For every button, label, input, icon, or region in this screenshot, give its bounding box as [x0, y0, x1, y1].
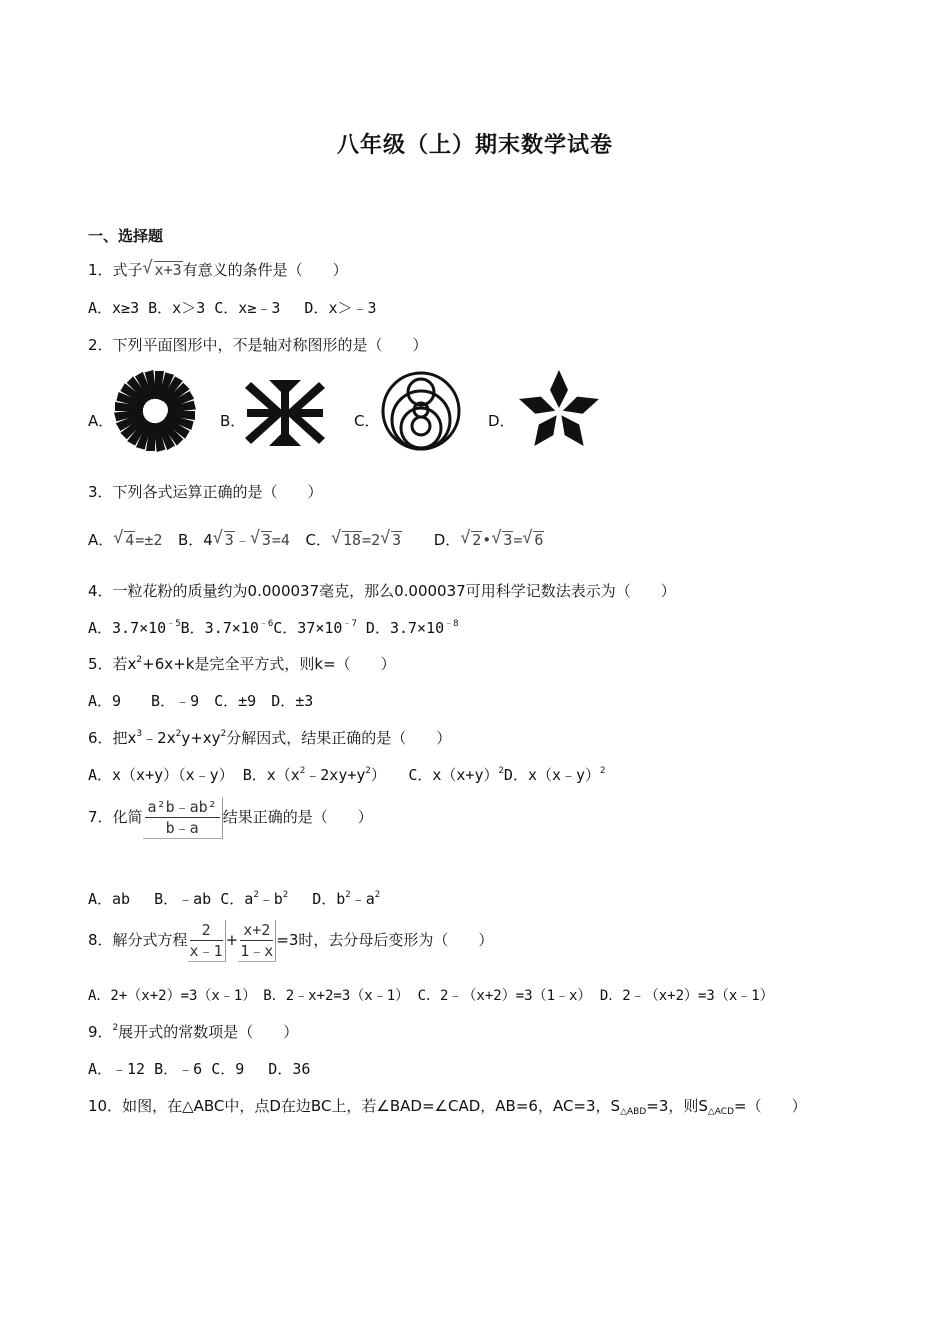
sqrt-expression: √ 6 — [522, 528, 544, 549]
q3-opt-b-mid: ﹣ — [234, 531, 250, 549]
section-heading: 一、选择题 — [88, 227, 164, 245]
q8-options: A．2+（x+2）=3（x﹣1） B．2﹣x+2=3（x﹣1） C．2﹣（x+2）=3（1﹣x） D．2﹣（x+2）=3（x﹣1） — [88, 988, 774, 1004]
question-7: 7．化简 $\frac{\text{a²b﹣ab²}}{b﹣a}$ 结果正确的是（ ） — [88, 797, 373, 837]
arrow-snowflake-icon — [243, 378, 327, 448]
kite-star-icon — [512, 366, 606, 454]
question-8: 8．解分式方程 $\frac{2}{x﹣1}$ + $\frac{x+2}{1﹣x}$ =3时，去分母后变形为（ ） — [88, 920, 494, 960]
q3-opt-c-label: C． — [305, 531, 331, 549]
q2-label-a: A． — [88, 412, 114, 430]
sqrt-expression: √ 3 — [212, 528, 234, 549]
q3-opt-d-mid: • — [482, 531, 492, 549]
sqrt-expression: √ 3 — [491, 528, 513, 549]
sqrt-expression: √ 3 — [249, 528, 271, 549]
question-10: 10．如图，在△ABC中，点D在边BC上，若∠BAD=∠CAD，AB=6，AC=3，$S_{\triangle ABD}=3$，则$S_{\triangle ACD}=$（ ） — [88, 1097, 807, 1117]
q3-opt-d-mid2: = — [513, 531, 523, 549]
q3-options — [88, 530, 544, 550]
fraction: $\frac{2}{x﹣1}$ — [188, 920, 226, 962]
q1-options: A．x≥3 B．x＞3 C．x≥﹣3 D．x＞﹣3 — [88, 299, 377, 317]
page-title: 八年级（上）期末数学试卷 — [336, 132, 613, 158]
sunburst-spiral-icon — [110, 370, 200, 452]
q3-opt-d-label: D． — [433, 531, 461, 549]
q5-options: A．9 B．﹣9 C．±9 D．±3 — [88, 692, 314, 710]
question-5: 5．若$x^2+6x+k$是完全平方式，则k=（ ） — [88, 655, 396, 673]
question-4: 4．一粒花粉的质量约为0.000037毫克，那么0.000037可用科学记数法表示为（ ） — [88, 582, 676, 600]
q7-options: A．ab B．﹣ab C．$a^2﹣b^2$ D．$b^2﹣a^2$ — [88, 890, 381, 908]
q3-opt-b-label: B．4 — [177, 531, 213, 549]
q6-options: A．x（x+y）（x﹣y） B．$x(x^2﹣2xy+y^2)$ C．$x(x+y)^2D$．x（x﹣y）$^2$ — [88, 766, 606, 784]
sqrt-expression: √ 2 — [460, 528, 482, 549]
nested-circles-icon — [378, 370, 464, 452]
question-1 — [88, 260, 348, 280]
sqrt-expression: √ x+3 — [142, 258, 182, 279]
sqrt-expression: √ 18 — [330, 528, 362, 549]
sqrt-expression: √ 3 — [380, 528, 402, 549]
question-6: 6．把$x^3﹣2x^2y+xy^2$分解因式，结果正确的是（ ） — [88, 729, 452, 747]
q3-opt-b-rest: =4 — [271, 531, 290, 549]
q3-opt-a-label: A． — [88, 531, 114, 549]
q1-stem-post: 有意义的条件是（ ） — [182, 261, 348, 279]
sqrt-expression: √ 4 — [113, 528, 135, 549]
q2-label-b: B． — [220, 412, 246, 430]
q9-options: A．﹣12 B．﹣6 C．9 D．36 — [88, 1060, 311, 1078]
q2-label-d: D． — [488, 412, 515, 430]
question-9: 9．$^2$展开式的常数项是（ ） — [88, 1023, 299, 1041]
q3-opt-a-rest: =±2 — [135, 531, 163, 549]
q4-options: A．$3.7\times 10^{﹣5}B$．$3.7\times 10^{﹣6}C$．$37\times 10^{﹣7}$ D．$3.7\times 10^{﹣8}$ — [88, 619, 459, 637]
fraction: $\frac{\text{a²b﹣ab²}}{b﹣a}$ — [143, 797, 223, 839]
q1-stem-pre: 1．式子 — [88, 261, 143, 279]
question-3: 3．下列各式运算正确的是（ ） — [88, 483, 323, 501]
fraction: $\frac{x+2}{1﹣x}$ — [238, 920, 276, 962]
q2-label-c: C． — [354, 412, 380, 430]
question-2: 2．下列平面图形中，不是轴对称图形的是（ ） — [88, 336, 428, 354]
q3-opt-c-mid: =2 — [362, 531, 381, 549]
